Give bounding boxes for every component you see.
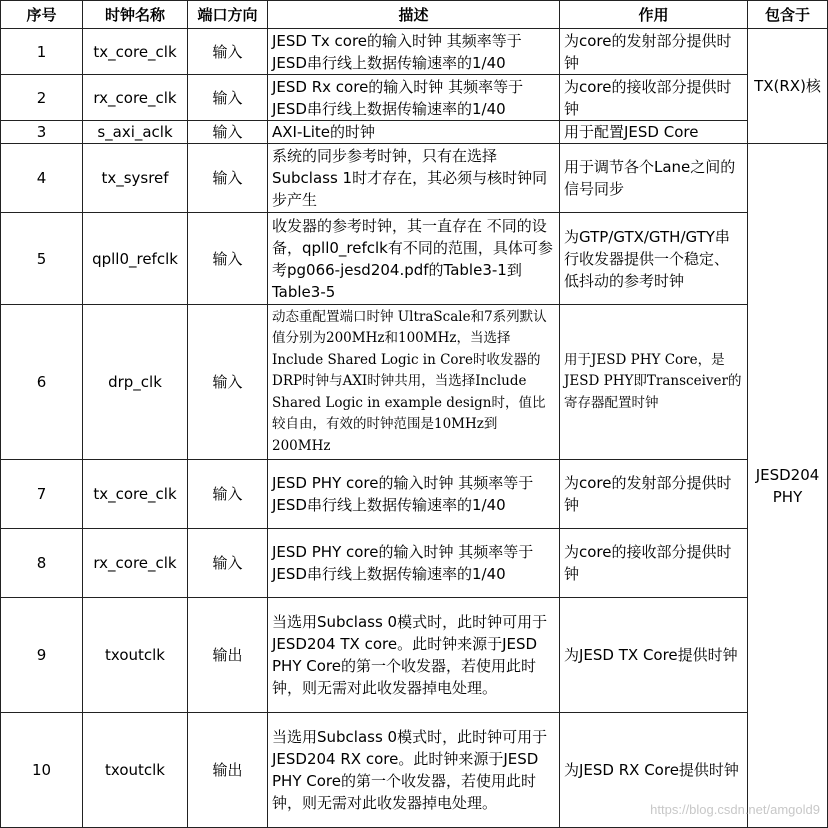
header-row (1, 1, 828, 29)
table-row (1, 213, 828, 305)
row-index: 10 (1, 713, 83, 828)
port-direction: 输入 (188, 460, 268, 529)
description: JESD PHY core的输入时钟 其频率等于JESD串行线上数据传输速率的1/40 (268, 529, 560, 598)
row-index: 8 (1, 529, 83, 598)
description: JESD Tx core的输入时钟 其频率等于JESD串行线上数据传输速率的1/40 (268, 29, 560, 75)
watermark: https://blog.csdn.net/amgold9 (650, 802, 820, 817)
row-index: 9 (1, 598, 83, 713)
usage: 为GTP/GTX/GTH/GTY串行收发器提供一个稳定、低抖动的参考时钟 (560, 213, 748, 305)
description: 收发器的参考时钟，其一直存在 不同的设备，qpll0_refclk有不同的范围，具体可参考pg066-jesd204.pdf的Table3-1到Table3-5 (268, 213, 560, 305)
usage: 为core的发射部分提供时钟 (560, 29, 748, 75)
description: 系统的同步参考时钟，只有在选择Subclass 1时才存在，其必须与核时钟同步产生 (268, 144, 560, 213)
clock-name: rx_core_clk (83, 75, 188, 121)
description: JESD Rx core的输入时钟 其频率等于JESD串行线上数据传输速率的1/40 (268, 75, 560, 121)
port-direction: 输入 (188, 144, 268, 213)
port-direction: 输入 (188, 29, 268, 75)
header-port-direction: 端口方向 (188, 1, 268, 29)
port-direction: 输入 (188, 213, 268, 305)
clock-name: s_axi_aclk (83, 121, 188, 144)
row-index: 1 (1, 29, 83, 75)
usage: 用于调节各个Lane之间的信号同步 (560, 144, 748, 213)
header-description: 描述 (268, 1, 560, 29)
usage: 用于配置JESD Core (560, 121, 748, 144)
clock-name: tx_core_clk (83, 460, 188, 529)
row-index: 2 (1, 75, 83, 121)
usage: 为core的接收部分提供时钟 (560, 529, 748, 598)
row-index: 6 (1, 305, 83, 460)
table-row (1, 144, 828, 213)
table-row (1, 305, 828, 460)
description: 当选用Subclass 0模式时，此时钟可用于JESD204 TX core。此时钟来源于JESD PHY Core的第一个收发器，若使用此时钟，则无需对此收发器掉电处理。 (268, 598, 560, 713)
port-direction: 输入 (188, 75, 268, 121)
group-jesd204-phy: JESD204 PHY (748, 144, 828, 828)
header-usage: 作用 (560, 1, 748, 29)
header-included-in: 包含于 (748, 1, 828, 29)
row-index: 7 (1, 460, 83, 529)
row-index: 5 (1, 213, 83, 305)
row-index: 3 (1, 121, 83, 144)
clock-name: drp_clk (83, 305, 188, 460)
usage: 为JESD TX Core提供时钟 (560, 598, 748, 713)
usage: 为JESD RX Core提供时钟 (560, 713, 748, 828)
port-direction: 输入 (188, 121, 268, 144)
row-index: 4 (1, 144, 83, 213)
description: AXI-Lite的时钟 (268, 121, 560, 144)
port-direction: 输出 (188, 713, 268, 828)
table-row (1, 529, 828, 598)
usage: 用于JESD PHY Core，是JESD PHY即Transceiver的寄存器配置时钟 (560, 305, 748, 460)
clock-name: txoutclk (83, 598, 188, 713)
table-row (1, 75, 828, 121)
clock-name: tx_sysref (83, 144, 188, 213)
clock-name: qpll0_refclk (83, 213, 188, 305)
header-clock-name: 时钟名称 (83, 1, 188, 29)
port-direction: 输出 (188, 598, 268, 713)
header-index: 序号 (1, 1, 83, 29)
table-row (1, 29, 828, 75)
group-tx-rx-core: TX(RX)核 (748, 29, 828, 144)
port-direction: 输入 (188, 529, 268, 598)
description: 动态重配置端口时钟 UltraScale和7系列默认值分别为200MHz和100MHz，当选择Include Shared Logic in Core时收发器的DRP时钟与AXI时钟共用，当选择Include Shared Logic in example design时，值比较自由，有效的时钟范围是10MHz到200MHz (268, 305, 560, 460)
usage: 为core的接收部分提供时钟 (560, 75, 748, 121)
clock-name: txoutclk (83, 713, 188, 828)
port-direction: 输入 (188, 305, 268, 460)
description: JESD PHY core的输入时钟 其频率等于JESD串行线上数据传输速率的1/40 (268, 460, 560, 529)
table-row (1, 598, 828, 713)
clock-name: rx_core_clk (83, 529, 188, 598)
usage: 为core的发射部分提供时钟 (560, 460, 748, 529)
table-row (1, 460, 828, 529)
description: 当选用Subclass 0模式时，此时钟可用于JESD204 RX core。此时钟来源于JESD PHY Core的第一个收发器，若使用此时钟，则无需对此收发器掉电处理。 (268, 713, 560, 828)
clock-name: tx_core_clk (83, 29, 188, 75)
table-row (1, 121, 828, 144)
